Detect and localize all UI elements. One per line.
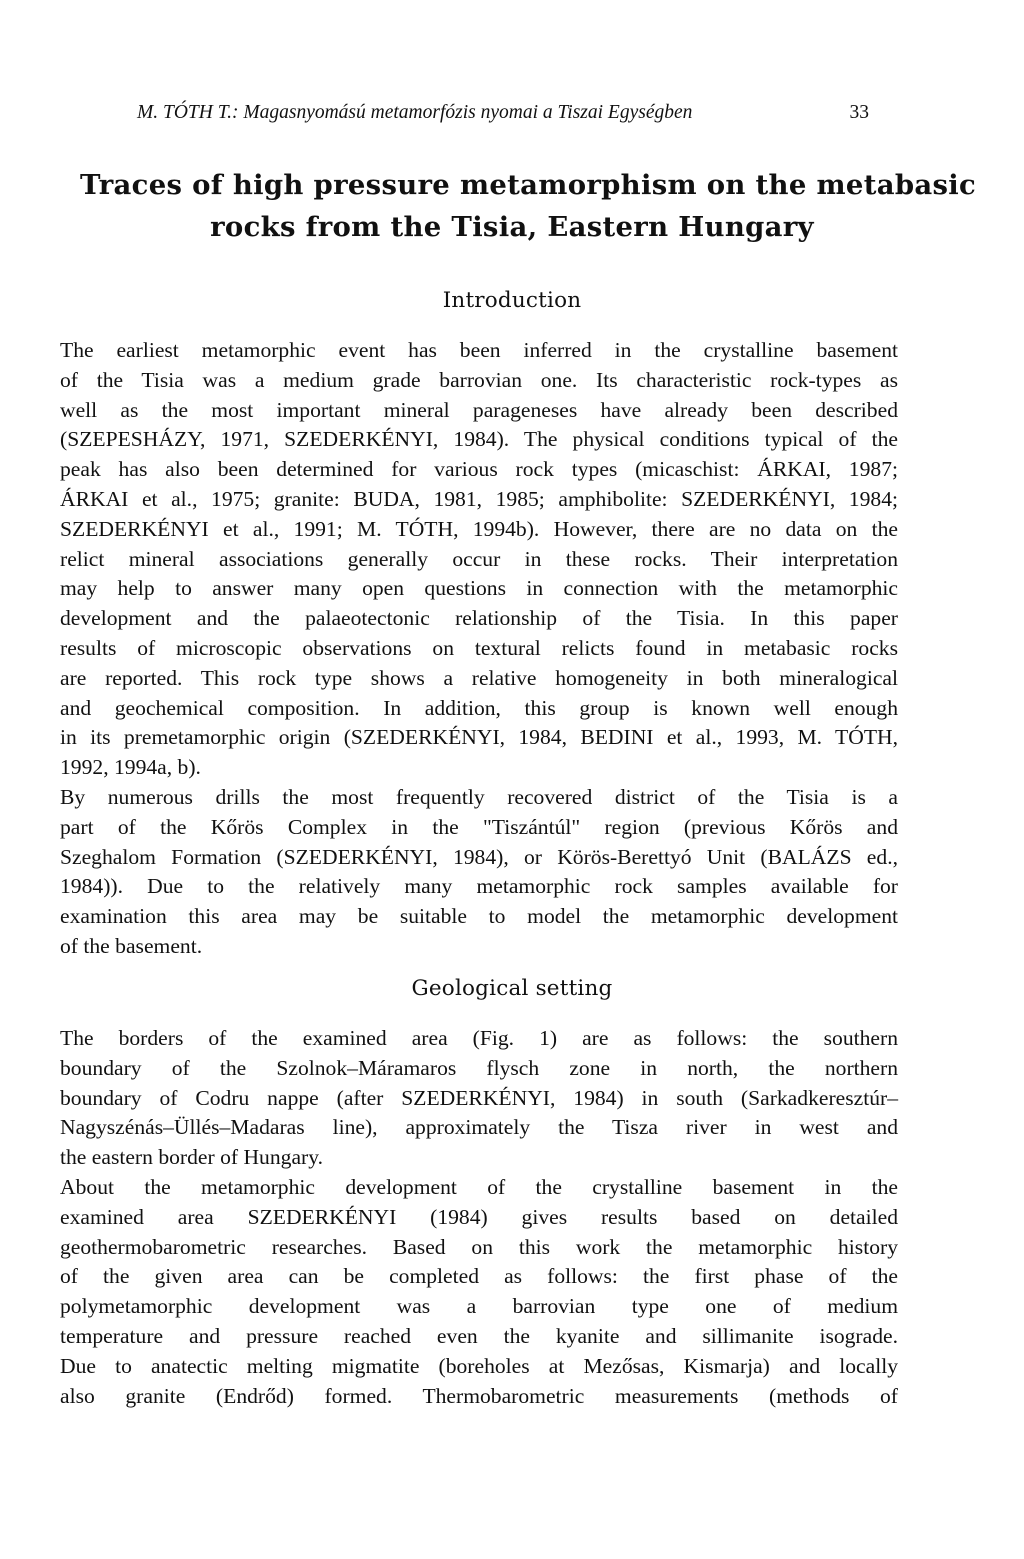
text-line: of the basement. xyxy=(60,933,203,958)
text-line: Szeghalom Formation (SZEDERKÉNYI, 1984), or Körös-Berettyó Unit (BALÁZS ed., xyxy=(60,844,898,869)
text-line: geothermobarometric researches. Based on this work the metamorphic history xyxy=(60,1234,898,1259)
text-line: The borders of the examined area (Fig. 1) are as follows: the southern xyxy=(60,1026,898,1050)
text-line: part of the Kőrös Complex in the "Tiszántúl" region (previous Kőrös and xyxy=(60,814,898,839)
text-line: the eastern border of Hungary. xyxy=(60,1145,324,1170)
introduction-body xyxy=(60,336,898,962)
text-line: 1984)). Due to the relatively many metamorphic rock samples available for xyxy=(60,874,898,899)
text-line: By numerous drills the most frequently recovered district of the Tisia is a xyxy=(60,784,898,809)
text-line: About the metamorphic development of the crystalline basement in the xyxy=(60,1174,898,1199)
text-line: also granite (Endrőd) formed. Thermobarometric measurements (methods of xyxy=(60,1383,898,1408)
text-line: relict mineral associations generally occur in these rocks. Their interpretation xyxy=(60,546,898,571)
text-line: well as the most important mineral parageneses have already been described xyxy=(60,397,898,422)
heading-geological-setting: Geological setting xyxy=(411,976,613,1001)
text-line: and geochemical composition. In addition, this group is known well enough xyxy=(60,695,898,720)
text-line: examined area SZEDERKÉNYI (1984) gives results based on detailed xyxy=(60,1204,898,1229)
text-line: Nagyszénás–Üllés–Madaras line), approximately the Tisza river in west and xyxy=(60,1115,898,1140)
geological-setting-body xyxy=(60,1024,898,1411)
article-title xyxy=(80,164,977,248)
text-line: of the Tisia was a medium grade barrovian one. Its characteristic rock-types as xyxy=(60,367,898,392)
title-line: rocks from the Tisia, Eastern Hungary xyxy=(210,211,814,243)
text-line: development and the palaeotectonic relationship of the Tisia. In this paper xyxy=(60,606,898,631)
text-line: boundary of the Szolnok–Máramaros flysch zone in north, the northern xyxy=(60,1055,898,1080)
text-line: are reported. This rock type shows a relative homogeneity in both mineralogical xyxy=(60,665,898,690)
text-line: in its premetamorphic origin (SZEDERKÉNYI, 1984, BEDINI et al., 1993, M. TÓTH, xyxy=(60,725,898,750)
text-line: SZEDERKÉNYI et al., 1991; M. TÓTH, 1994b). However, there are no data on the xyxy=(60,516,898,541)
text-line: peak has also been determined for various rock types (micaschist: ÁRKAI, 1987; xyxy=(60,457,898,482)
text-line: boundary of Codru nappe (after SZEDERKÉNYI, 1984) in south (Sarkadkeresztúr– xyxy=(60,1085,898,1110)
running-head-author-title: M. TÓTH T.: Magasnyomású metamorfózis nyomai a Tiszai Egységben xyxy=(137,102,693,123)
text-line: may help to answer many open questions in connection with the metamorphic xyxy=(60,576,898,601)
text-line: temperature and pressure reached even the kyanite and sillimanite isograde. xyxy=(60,1323,898,1348)
text-line: (SZEPESHÁZY, 1971, SZEDERKÉNYI, 1984). The physical conditions typical of the xyxy=(60,427,898,452)
title-line: Traces of high pressure metamorphism on the metabasic xyxy=(80,169,977,201)
text-line: The earliest metamorphic event has been inferred in the crystalline basement xyxy=(60,338,898,362)
text-line: examination this area may be suitable to model the metamorphic development xyxy=(60,904,898,929)
page-number: 33 xyxy=(849,102,869,123)
text-line: ÁRKAI et al., 1975; granite: BUDA, 1981, 1985; amphibolite: SZEDERKÉNYI, 1984; xyxy=(60,486,898,511)
text-line: results of microscopic observations on textural relicts found in metabasic rocks xyxy=(60,635,898,660)
heading-introduction: Introduction xyxy=(442,288,582,313)
text-line: 1992, 1994a, b). xyxy=(60,755,201,780)
running-head xyxy=(137,101,869,125)
text-line: Due to anatectic melting migmatite (boreholes at Mezősas, Kismarja) and locally xyxy=(60,1353,898,1378)
text-line: of the given area can be completed as follows: the first phase of the xyxy=(60,1264,898,1289)
text-line: polymetamorphic development was a barrovian type one of medium xyxy=(60,1294,898,1319)
